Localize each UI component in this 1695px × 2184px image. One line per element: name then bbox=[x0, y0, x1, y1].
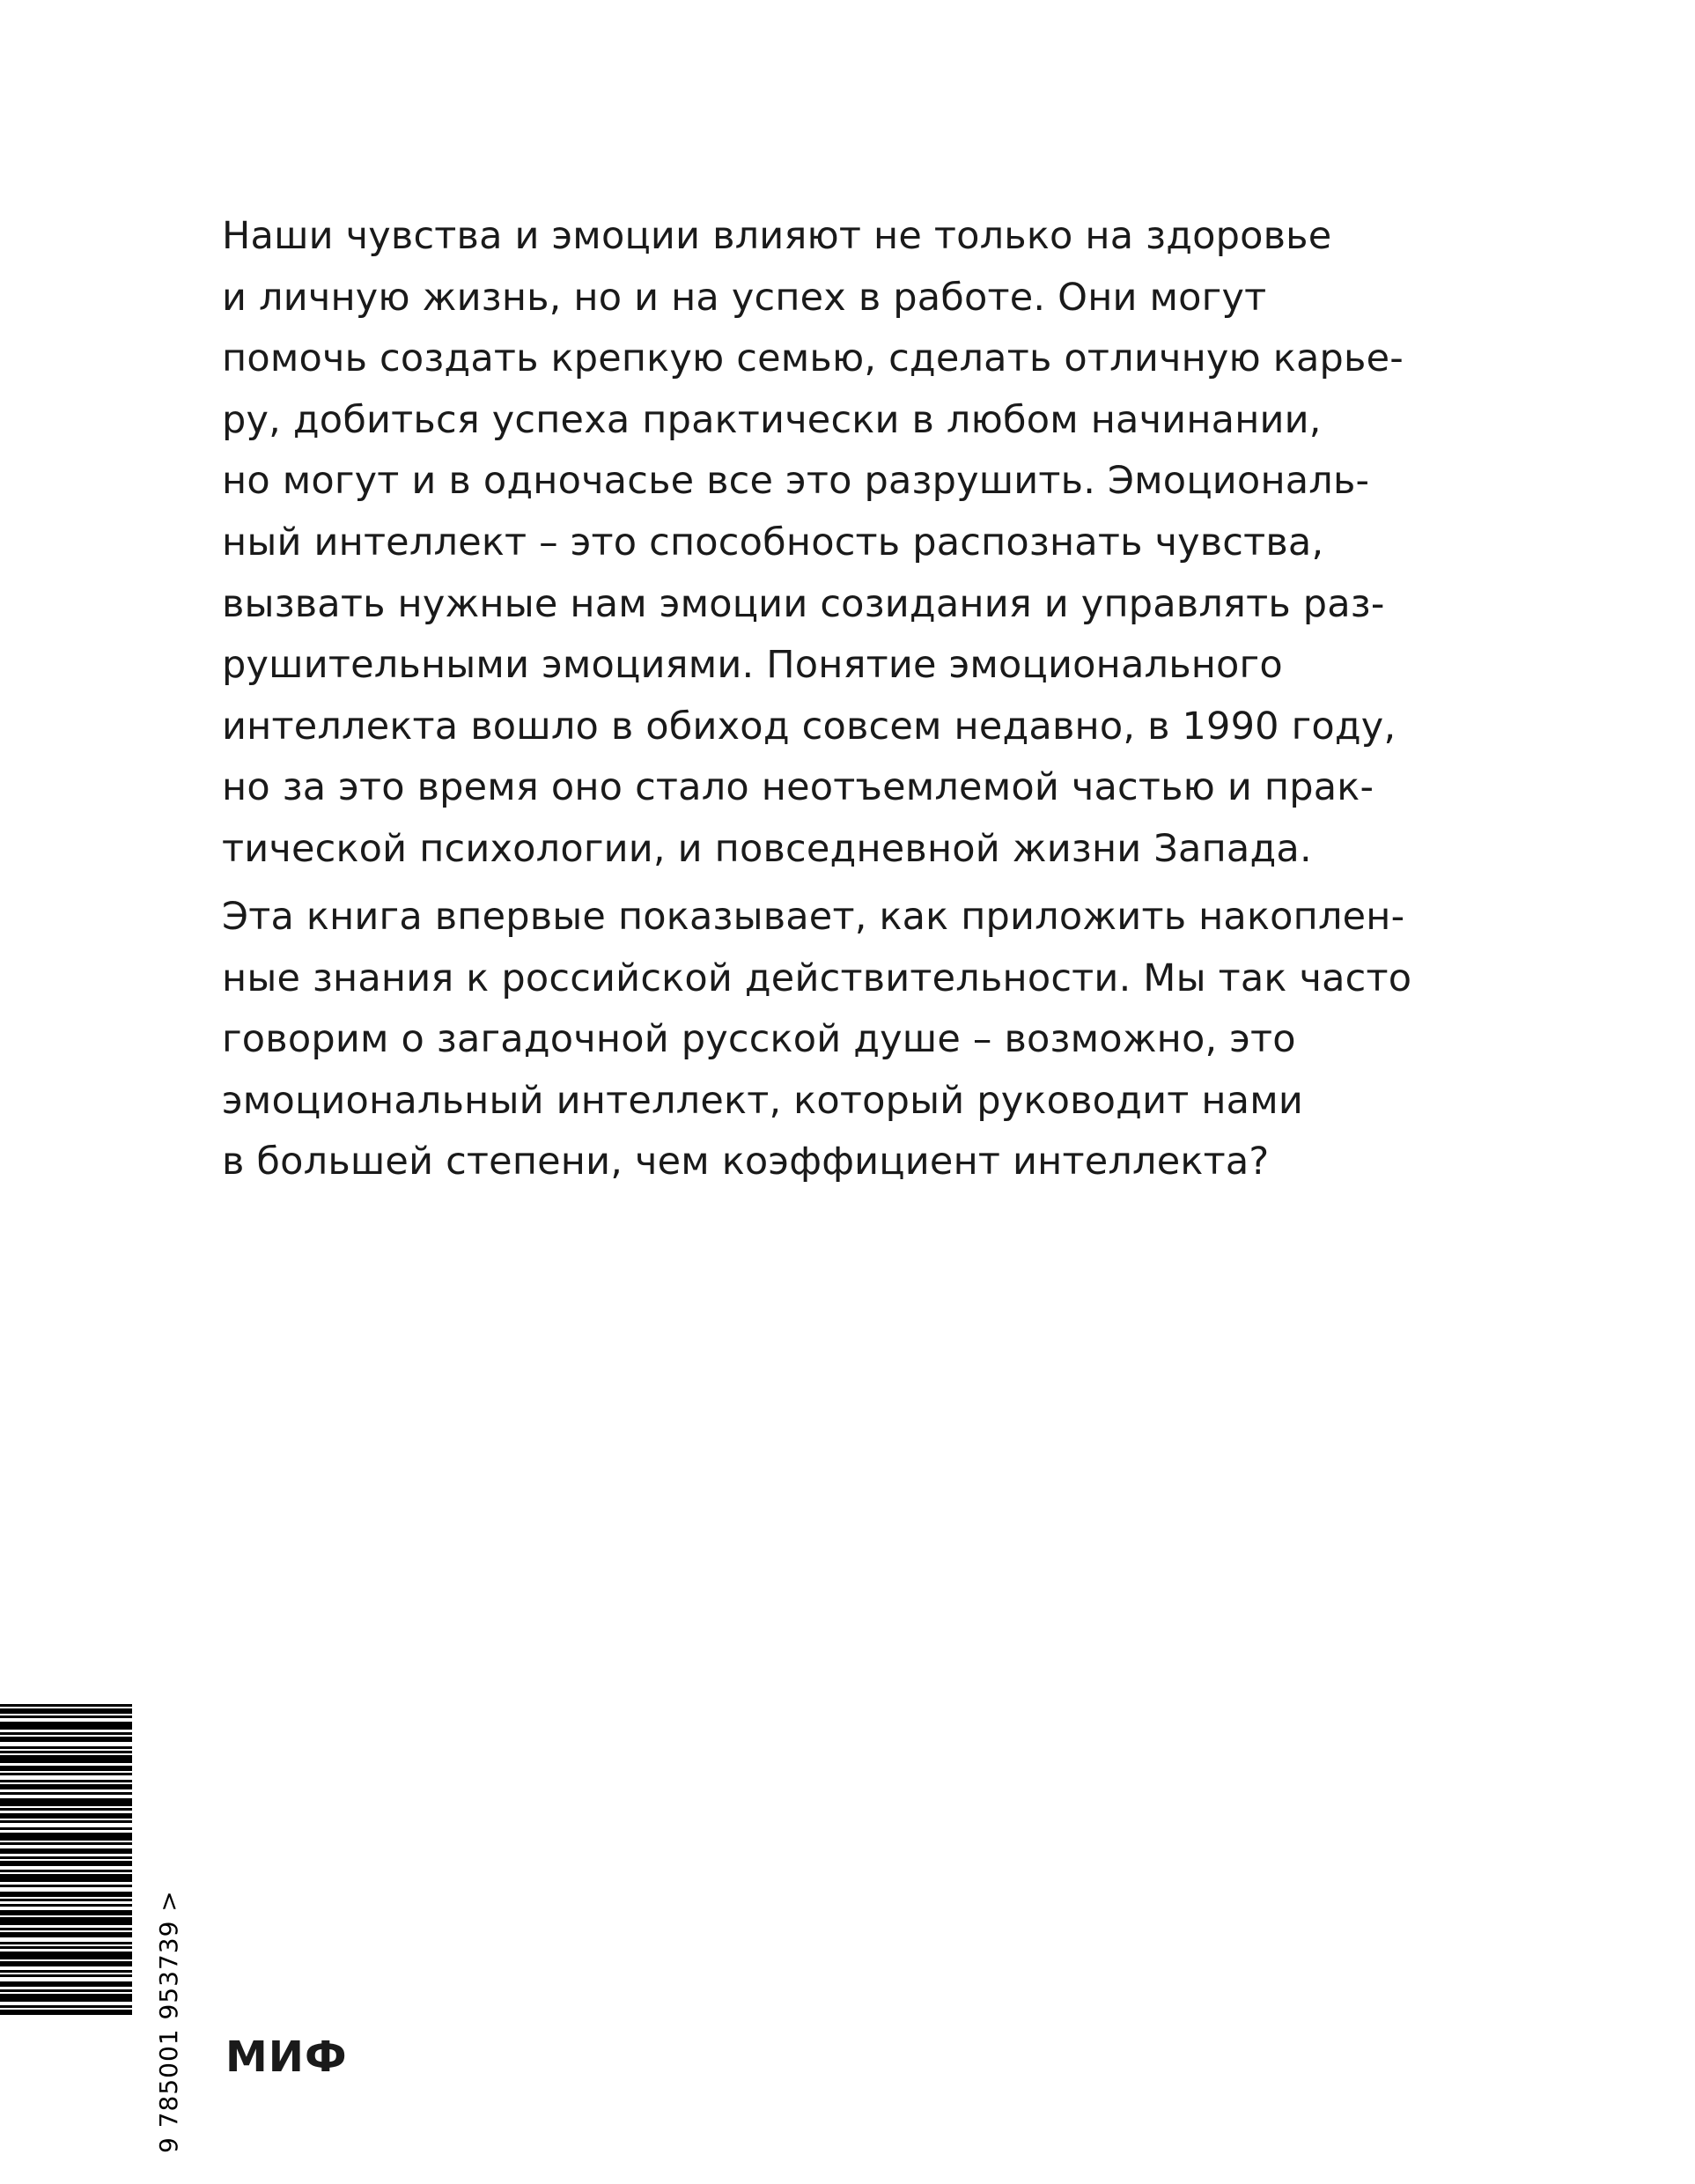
barcode-bar bbox=[0, 1827, 132, 1830]
text-line: говорим о загадочной русской душе – возможно, это bbox=[222, 1017, 1296, 1062]
barcode-bar bbox=[0, 1910, 132, 1915]
publisher-logo: МИФ bbox=[225, 2033, 348, 2082]
barcode-bar bbox=[0, 1704, 132, 1707]
barcode-bar bbox=[0, 1784, 132, 1789]
barcode-bar bbox=[0, 1892, 132, 1897]
text-line: вызвать нужные нам эмоции созидания и управлять раз- bbox=[222, 581, 1385, 626]
barcode-bar bbox=[0, 1989, 132, 1992]
barcode-bar bbox=[0, 1751, 132, 1753]
barcode-bar bbox=[0, 1737, 132, 1742]
text-line: тической психологии, и повседневной жизни Запада. bbox=[222, 826, 1312, 871]
barcode-bar bbox=[0, 1981, 132, 1987]
barcode-bar bbox=[0, 1994, 132, 2002]
text-line: Наши чувства и эмоции влияют не только на здоровье bbox=[222, 214, 1332, 258]
paragraph-1 bbox=[222, 206, 1507, 881]
barcode-bar bbox=[0, 2010, 132, 2015]
barcode-bar bbox=[0, 1820, 132, 1823]
barcode-bar bbox=[0, 1746, 132, 1749]
barcode-bar bbox=[0, 1833, 132, 1841]
text-line: ру, добиться успеха практически в любом начинании, bbox=[222, 397, 1322, 442]
barcode-bar bbox=[0, 1870, 132, 1872]
barcode-bar bbox=[0, 1932, 132, 1937]
text-line: эмоциональный интеллект, который руководит нами bbox=[222, 1078, 1303, 1123]
barcode-bar bbox=[0, 1780, 132, 1782]
barcode-bar bbox=[0, 1808, 132, 1811]
barcode-bar bbox=[0, 1813, 132, 1819]
barcode-bar bbox=[0, 1842, 132, 1845]
barcode-bar bbox=[0, 1946, 132, 1949]
paragraph-2 bbox=[222, 887, 1507, 1193]
barcode-bar bbox=[0, 1856, 132, 1859]
barcode-bar bbox=[0, 1861, 132, 1866]
barcode-bar bbox=[0, 1848, 132, 1854]
barcode-bar bbox=[0, 2005, 132, 2008]
text-line: но могут и в одночасье все это разрушить. Эмоциональ- bbox=[222, 459, 1370, 504]
barcode-bar bbox=[0, 1904, 132, 1907]
barcode-bar bbox=[0, 1874, 132, 1882]
barcode-bar bbox=[0, 1792, 132, 1795]
barcode-bar bbox=[0, 1928, 132, 1930]
barcode-bar bbox=[0, 1755, 132, 1763]
text-line: в большей степени, чем коэффициент интеллекта? bbox=[222, 1140, 1270, 1184]
barcode-bar bbox=[0, 1715, 132, 1718]
barcode-bar bbox=[0, 1974, 132, 1977]
text-line: помочь создать крепкую семью, сделать отличную карье- bbox=[222, 336, 1404, 381]
text-line: и личную жизнь, но и на успех в работе. Они могут bbox=[222, 275, 1267, 320]
barcode-bar bbox=[0, 1732, 132, 1735]
isbn-barcode bbox=[0, 1704, 132, 2138]
barcode-bar bbox=[0, 1773, 132, 1775]
text-line: рушительными эмоциями. Понятие эмоционального bbox=[222, 643, 1283, 688]
text-line: ный интеллект – это способность распознать чувства, bbox=[222, 520, 1324, 564]
barcode-bar bbox=[0, 1917, 132, 1925]
barcode-bar bbox=[0, 1798, 132, 1806]
barcode-bar bbox=[0, 1961, 132, 1966]
barcode-bar bbox=[0, 1766, 132, 1771]
barcode-bar bbox=[0, 1942, 132, 1944]
text-line: но за это время оно стало неотъемлемой частью и прак- bbox=[222, 765, 1374, 810]
isbn-digits: 9 785001 953739 > bbox=[154, 1890, 183, 2153]
barcode-bar bbox=[0, 1952, 132, 1959]
text-line: Эта книга впервые показывает, как приложить накоплен- bbox=[222, 895, 1405, 939]
barcode-bar bbox=[0, 1970, 132, 1973]
text-line: интеллекта вошло в обиход совсем недавно, в 1990 году, bbox=[222, 704, 1397, 749]
text-line: ные знания к российской действительности. Мы так часто bbox=[222, 956, 1412, 1000]
barcode-bar bbox=[0, 1885, 132, 1887]
barcode-bar bbox=[0, 1722, 132, 1730]
barcode-bar bbox=[0, 1708, 132, 1714]
barcode-bar bbox=[0, 1899, 132, 1901]
